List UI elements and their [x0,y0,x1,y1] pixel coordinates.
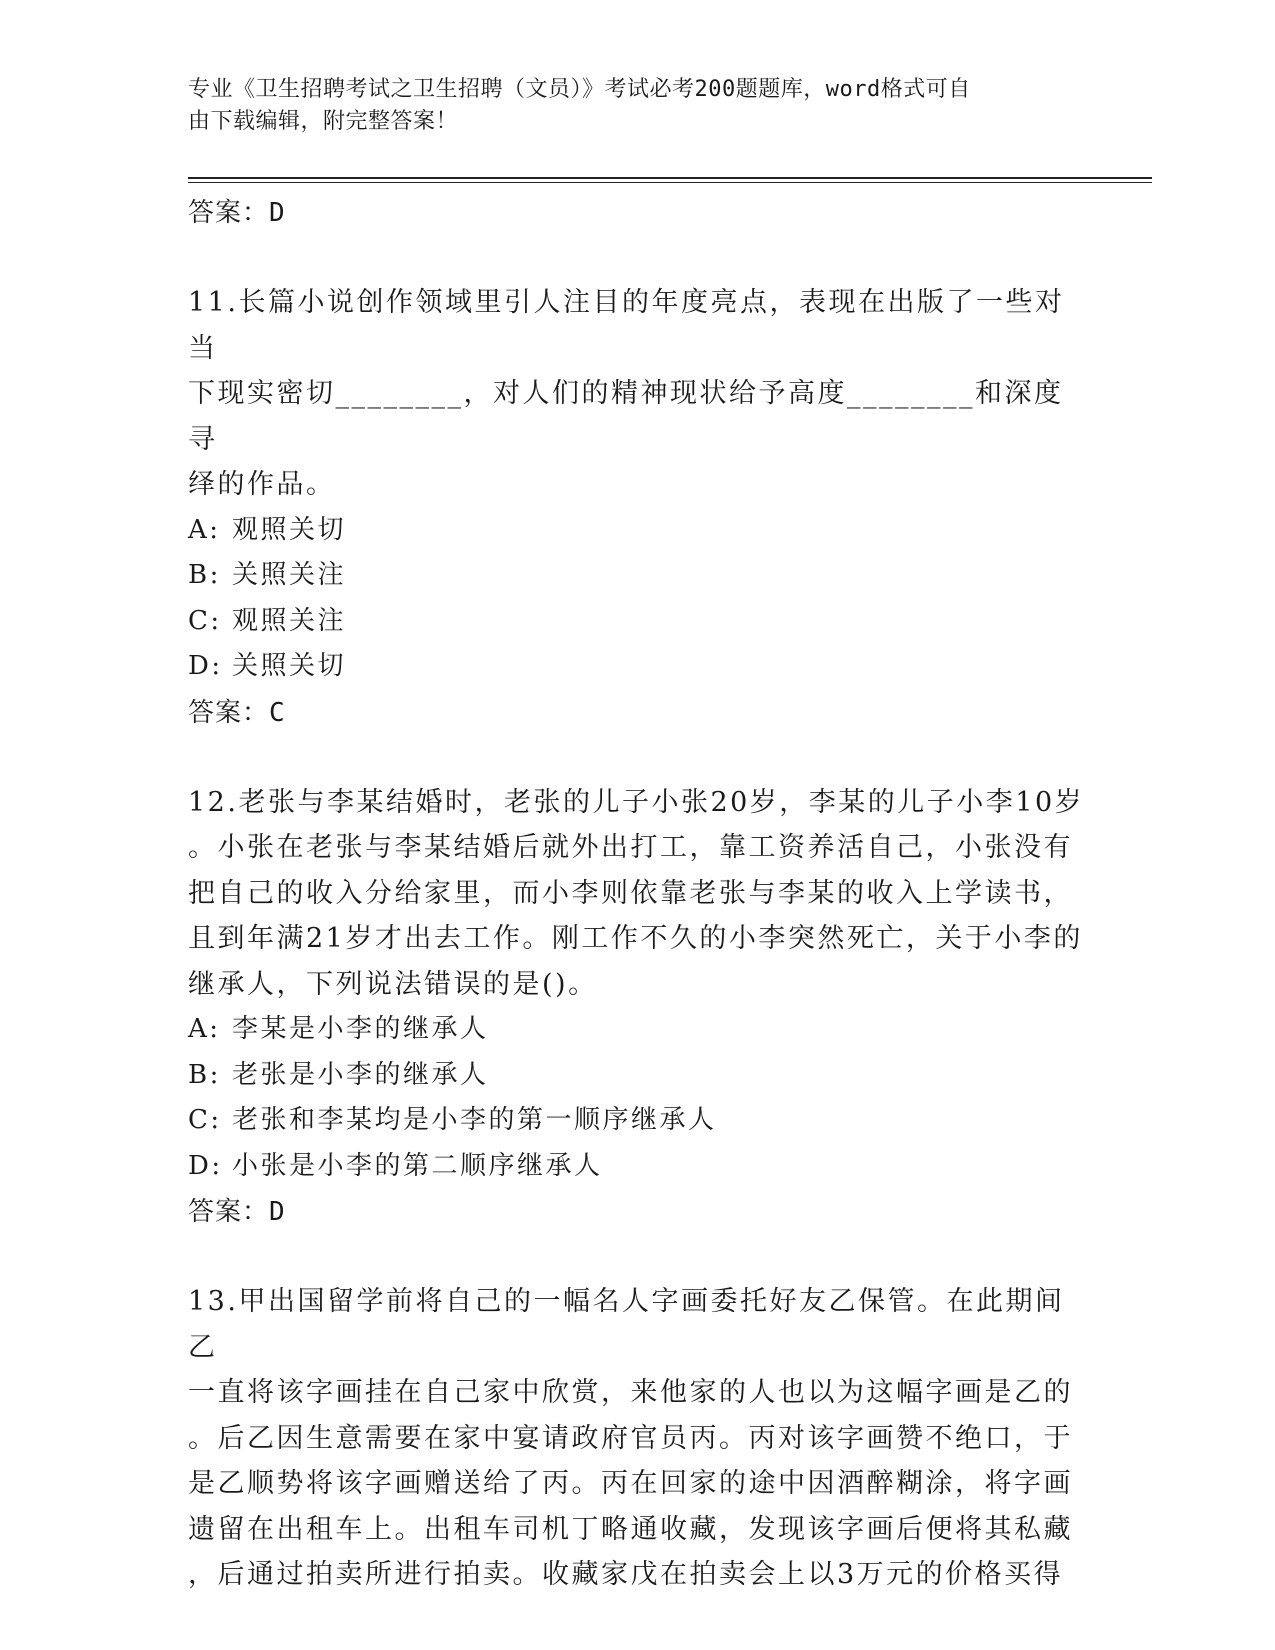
question-line: 。后乙因生意需要在家中宴请政府官员丙。丙对该字画赞不绝口，于 [188,1422,1073,1454]
option-b [188,1053,1088,1099]
header-line-2: 由下载编辑，附完整答案！ [188,109,459,134]
question-line: 把自己的收入分给家里，而小李则依靠老张与李某的收入上学读书， [188,877,1073,909]
answer-line: 答案：D [188,1197,286,1227]
question-line: 继承人，下列说法错误的是()。 [188,968,598,1000]
question-line: 12.老张与李某结婚时，老张的儿子小张20岁，李某的儿子小李10岁 [188,786,1085,818]
option-c [188,599,1088,645]
question-line: 绎的作品。 [188,469,336,500]
answer-line: 答案：D [188,198,286,228]
question-11 [188,280,1088,508]
question-line: 13.甲出国留学前将自己的一幅名人字画委托好友乙保管。在此期间乙 [188,1286,1065,1363]
header-line-1: 专业《卫生招聘考试之卫生招聘（文员）》考试必考200题题库，word格式可自 [188,77,971,102]
question-13 [188,1279,1088,1598]
option-key: D: [188,1150,223,1181]
option-b [188,553,1088,599]
option-a [188,508,1088,554]
option-key: A: [188,1014,221,1044]
option-a [188,1007,1088,1053]
header-divider-thin [188,182,1152,183]
option-text: 老张是小李的继承人 [232,1059,489,1090]
question-line: ，后通过拍卖所进行拍卖。收藏家戊在拍卖会上以3万元的价格买得 [188,1559,1064,1590]
question-line: 一直将该字画挂在自己家中欣赏，来他家的人也以为这幅字画是乙的 [188,1377,1073,1408]
option-text: 观照关切 [232,514,347,545]
document-body [188,190,1088,1598]
option-text: 李某是小李的继承人 [232,1014,489,1044]
option-text: 观照关注 [232,605,347,636]
question-line: 是乙顺势将该字画赠送给了丙。丙在回家的途中因酒醉糊涂，将字画 [188,1468,1073,1499]
option-key: D: [188,651,223,681]
option-d [188,1144,1088,1190]
option-key: B: [188,560,221,590]
question-line: 下现实密切________，对人们的精神现状给予高度________和深度寻 [188,378,1064,455]
option-text: 小张是小李的第二顺序继承人 [232,1150,603,1181]
answer-line: 答案：C [188,697,286,728]
option-key: C: [188,605,222,636]
question-line: 11.长篇小说创作领域里引人注目的年度亮点，表现在出版了一些对当 [188,287,1065,364]
option-text: 关照关切 [232,651,347,681]
option-key: A: [188,514,221,545]
option-text: 关照关注 [232,560,347,590]
question-line: 遗留在出租车上。出租车司机丁略通收藏，发现该字画后便将其私藏 [188,1513,1073,1545]
question-12 [188,780,1088,1008]
option-text: 老张和李某均是小李的第一顺序继承人 [232,1105,717,1135]
option-c [188,1098,1088,1144]
header-divider [188,177,1152,179]
question-line: 。小张在老张与李某结婚后就外出打工，靠工资养活自己，小张没有 [188,832,1073,863]
option-key: B: [188,1059,221,1090]
question-line: 且到年满21岁才出去工作。刚工作不久的小李突然死亡，关于小李的 [188,923,1083,954]
document-header [188,74,1068,138]
option-d [188,644,1088,690]
option-key: C: [188,1105,222,1135]
